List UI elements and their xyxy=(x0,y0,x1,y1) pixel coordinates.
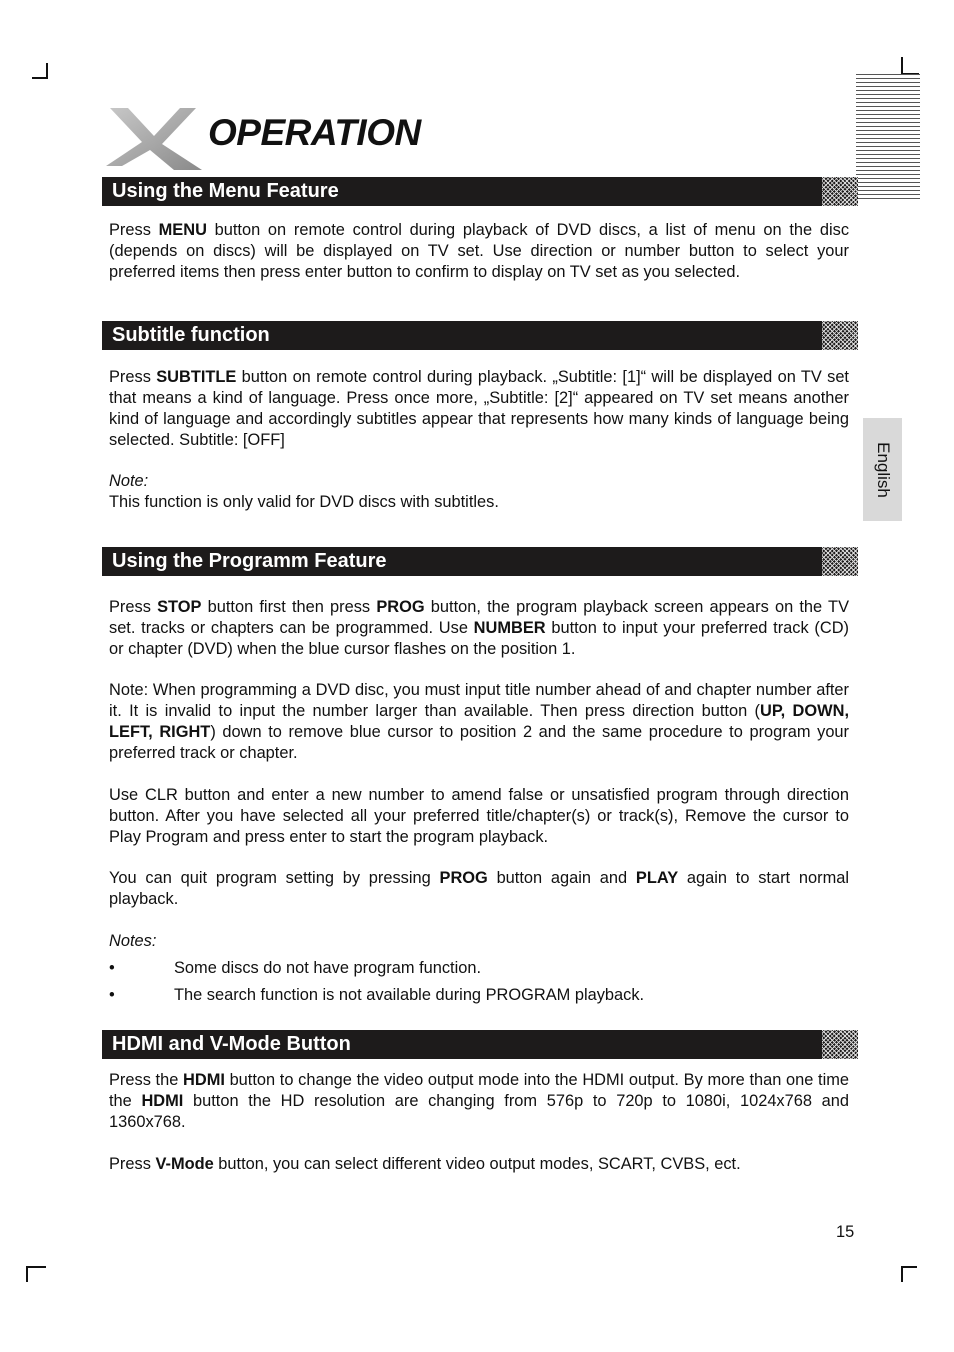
section-heading-subtitle: Subtitle function xyxy=(102,321,858,350)
bullet-icon: • xyxy=(109,986,115,1004)
crop-mark-top-right xyxy=(901,57,919,75)
programm-paragraph-3: Use CLR button and enter a new number to amend false or unsatisfied program through direction button. After you have selected all your preferred title/chapter(s) or track(s), Remove the cursor to Play Program and press enter to start the program playback. xyxy=(109,786,849,846)
programm-notes-label: Notes: xyxy=(109,932,157,950)
programm-paragraph-4: You can quit program setting by pressing PROG button again and PLAY again to start normal playback. xyxy=(109,869,849,908)
crop-mark-bottom-left xyxy=(26,1266,46,1282)
subtitle-note-text: This function is only valid for DVD discs with subtitles. xyxy=(109,493,499,511)
page-number: 15 xyxy=(836,1223,855,1241)
menu-paragraph: Press MENU button on remote control during playback of DVD discs, a list of menu on the disc (depends on discs) will be displayed on TV set. Use direction or number button to select your preferred items then press enter button to confirm to display on TV set as you selected. xyxy=(109,221,850,281)
programm-paragraph-1: Press STOP button first then press PROG button, the program playback screen appears on the TV set. tracks or chapters can be programmed. Use NUMBER button to input your preferred track (CD) or chapter (DVD) when the blue cursor flashes on the position 1. xyxy=(109,598,850,658)
heading-dots-pattern xyxy=(822,1030,858,1059)
bullet-icon: • xyxy=(109,959,115,977)
language-tab xyxy=(863,418,902,521)
section-heading-menu: Using the Menu Feature xyxy=(102,177,858,206)
page-title: OPERATION xyxy=(208,112,421,153)
crop-mark-bottom-right xyxy=(901,1266,917,1282)
programm-paragraph-2: Note: When programming a DVD disc, you must input title number ahead of and chapter number after it. It is invalid to input the number larger than available. Then press direction button (UP, DOWN, LEFT, RIGHT) down to remove blue cursor to position 2 and the same procedure to program your preferred track or chapter. xyxy=(109,681,850,762)
heading-dots-pattern xyxy=(822,177,858,206)
subtitle-paragraph: Press SUBTITLE button on remote control during playback. „Subtitle: [1]“ will be displayed on TV set that means a kind of language. Press once more, „Subtitle: [2]“ appeared on TV set means another kind of language and accordingly subtitles appear that represents how many kinds of language being selected. Subtitle: [OFF] xyxy=(109,368,849,449)
brand-x-logo-icon xyxy=(102,106,202,172)
decorative-stripes xyxy=(856,74,920,199)
section-heading-hdmi: HDMI and V-Mode Button xyxy=(102,1030,858,1059)
hdmi-paragraph-1: Press the HDMI button to change the video output mode into the HDMI output. By more than one time the HDMI button the HD resolution are changing from 576p to 720p to 1080i, 1024x768 and 1360x768. xyxy=(109,1071,849,1131)
hdmi-paragraph-2: Press V-Mode button, you can select different video output modes, SCART, CVBS, ect. xyxy=(109,1155,741,1173)
heading-dots-pattern xyxy=(822,321,858,350)
heading-dots-pattern xyxy=(822,547,858,576)
crop-mark-top-left xyxy=(32,63,48,79)
language-tab-label: English xyxy=(873,441,893,498)
section-heading-programm: Using the Programm Feature xyxy=(102,547,858,576)
subtitle-note-label: Note: xyxy=(109,472,149,490)
